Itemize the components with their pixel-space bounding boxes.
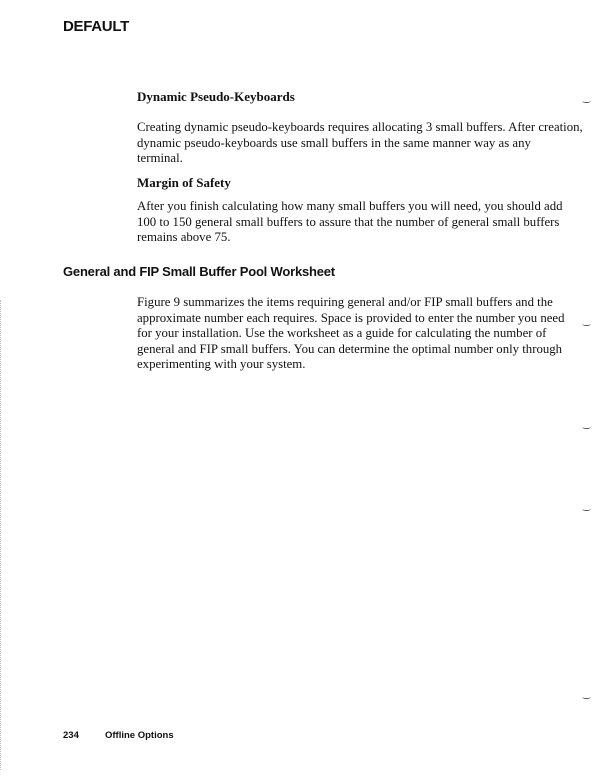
text-line: remains above 75.: [137, 230, 231, 244]
running-head: DEFAULT: [63, 18, 129, 35]
subheading-margin-of-safety: Margin of Safety: [137, 175, 231, 190]
text-line: experimenting with your system.: [137, 357, 306, 371]
footer-title: Offline Options: [105, 730, 174, 741]
binding-mark: [582, 99, 591, 103]
paragraph-dynamic-pseudo-keyboards: [137, 120, 583, 167]
text-line: 100 to 150 general small buffers to assure that the number of general small buffers: [137, 214, 560, 229]
text-line: approximate number each requires. Space is provided to enter the number you need: [137, 310, 565, 325]
text-line: for your installation. Use the worksheet as a guide for calculating the number of: [137, 326, 547, 340]
text-line: Creating dynamic pseudo-keyboards requires allocating 3 small buffers. After creation,: [137, 120, 583, 134]
binding-mark: [582, 507, 591, 511]
subheading-dynamic-pseudo-keyboards: Dynamic Pseudo-Keyboards: [137, 89, 295, 104]
text-line: general and FIP small buffers. You can determine the optimal number only through: [137, 341, 563, 356]
section-heading-worksheet: General and FIP Small Buffer Pool Worksheet: [63, 264, 335, 279]
paragraph-worksheet: [137, 295, 564, 373]
text-line: After you finish calculating how many small buffers you will need, you should add: [137, 199, 563, 213]
binding-mark: [582, 322, 591, 326]
text-line: Figure 9 summarizes the items requiring general and/or FIP small buffers and the: [137, 295, 553, 309]
paragraph-margin-of-safety: [137, 199, 563, 246]
text-line: dynamic pseudo-keyboards use small buffers in the same manner way as any: [137, 135, 531, 150]
binding-mark: [582, 695, 591, 699]
scan-edge: [0, 300, 2, 770]
binding-mark: [582, 425, 591, 429]
page-number: 234: [63, 730, 79, 741]
text-line: terminal.: [137, 151, 183, 165]
